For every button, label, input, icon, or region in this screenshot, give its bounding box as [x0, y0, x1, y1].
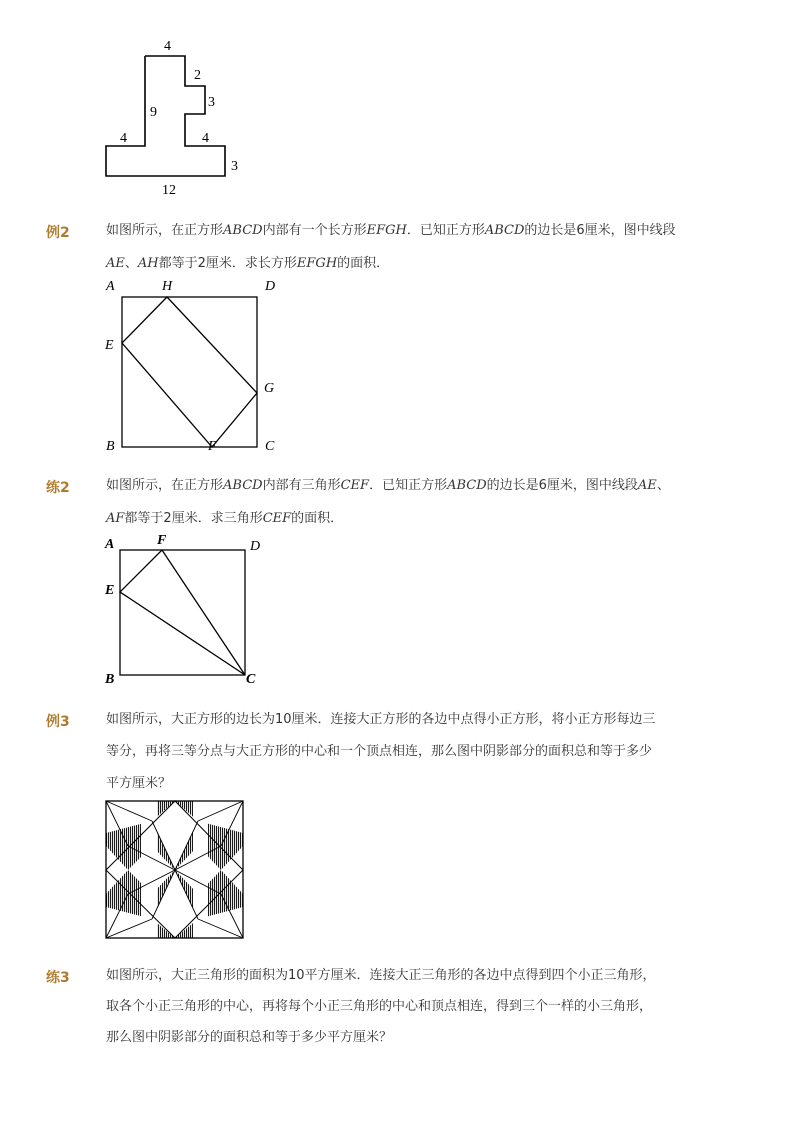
label-c: C — [246, 672, 256, 687]
dim-stem-height: 9 — [150, 105, 157, 120]
label-a: A — [106, 279, 115, 294]
practice-3-text-line-1: 如图所示，大正三角形的面积为10平方厘米．连接大正三角形的各边中点得到四个小正三角形， — [106, 968, 656, 983]
label-e: E — [105, 338, 114, 353]
practice-2-text-line-2: AF都等于2厘米．求三角形CEF的面积． — [106, 511, 344, 526]
label-c: C — [265, 439, 275, 454]
dim-right-shoulder: 4 — [202, 131, 209, 146]
example-3-text-line-3: 平方厘米？ — [106, 776, 172, 791]
dim-base-height: 3 — [231, 159, 238, 174]
example-3-tag: 例3 — [46, 714, 70, 730]
practice-2-tag: 练2 — [46, 480, 70, 496]
practice-3-tag: 练3 — [46, 970, 70, 986]
dim-base-width: 12 — [162, 183, 176, 198]
dim-top: 4 — [164, 39, 171, 54]
t-shape-outline — [106, 56, 225, 176]
label-d: D — [265, 279, 276, 294]
label-h: H — [162, 279, 173, 294]
dim-left-shoulder: 4 — [120, 131, 127, 146]
example-2-tag: 例2 — [46, 225, 70, 241]
figure-square-rectangle — [100, 275, 290, 455]
rectangle-efgh — [122, 297, 257, 447]
dim-notch-top: 2 — [194, 68, 201, 83]
figure-shaded-square — [104, 799, 246, 941]
square-abcd — [120, 550, 245, 675]
label-f: F — [208, 439, 217, 454]
label-f: F — [157, 533, 167, 548]
example-3-text-line-2: 等分，再将三等分点与大正方形的中心和一个顶点相连，那么图中阴影部分的面积总和等于多少 — [106, 744, 653, 759]
practice-3-text-line-2: 取各个小正三角形的中心，再将每个小正三角形的中心和顶点相连，得到三个一样的小三角形， — [106, 999, 653, 1014]
label-g: G — [264, 381, 275, 396]
figure-square-triangle — [100, 530, 270, 690]
practice-3-text-line-3: 那么图中阴影部分的面积总和等于多少平方厘米？ — [106, 1030, 393, 1045]
label-b: B — [105, 672, 115, 687]
example-2-text-line-1: 如图所示，在正方形ABCD内部有一个长方形EFGH．已知正方形ABCD的边长是6厘米，图中线段 — [106, 223, 676, 238]
example-3-text-line-1: 如图所示，大正方形的边长为10厘米．连接大正方形的各边中点得小正方形，将小正方形每边三 — [106, 712, 656, 727]
example-2-text-line-2: AE、AH都等于2厘米．求长方形EFGH的面积． — [106, 256, 390, 271]
label-e: E — [105, 583, 115, 598]
label-b: B — [106, 439, 115, 454]
dim-notch-side: 3 — [208, 95, 215, 110]
label-d: D — [250, 539, 261, 554]
label-a: A — [105, 537, 115, 552]
figure-t-shape — [100, 34, 250, 204]
triangle-cef — [120, 550, 245, 675]
practice-2-text-line-1: 如图所示，在正方形ABCD内部有三角形CEF．已知正方形ABCD的边长是6厘米，图中线段AE、 — [106, 478, 670, 493]
